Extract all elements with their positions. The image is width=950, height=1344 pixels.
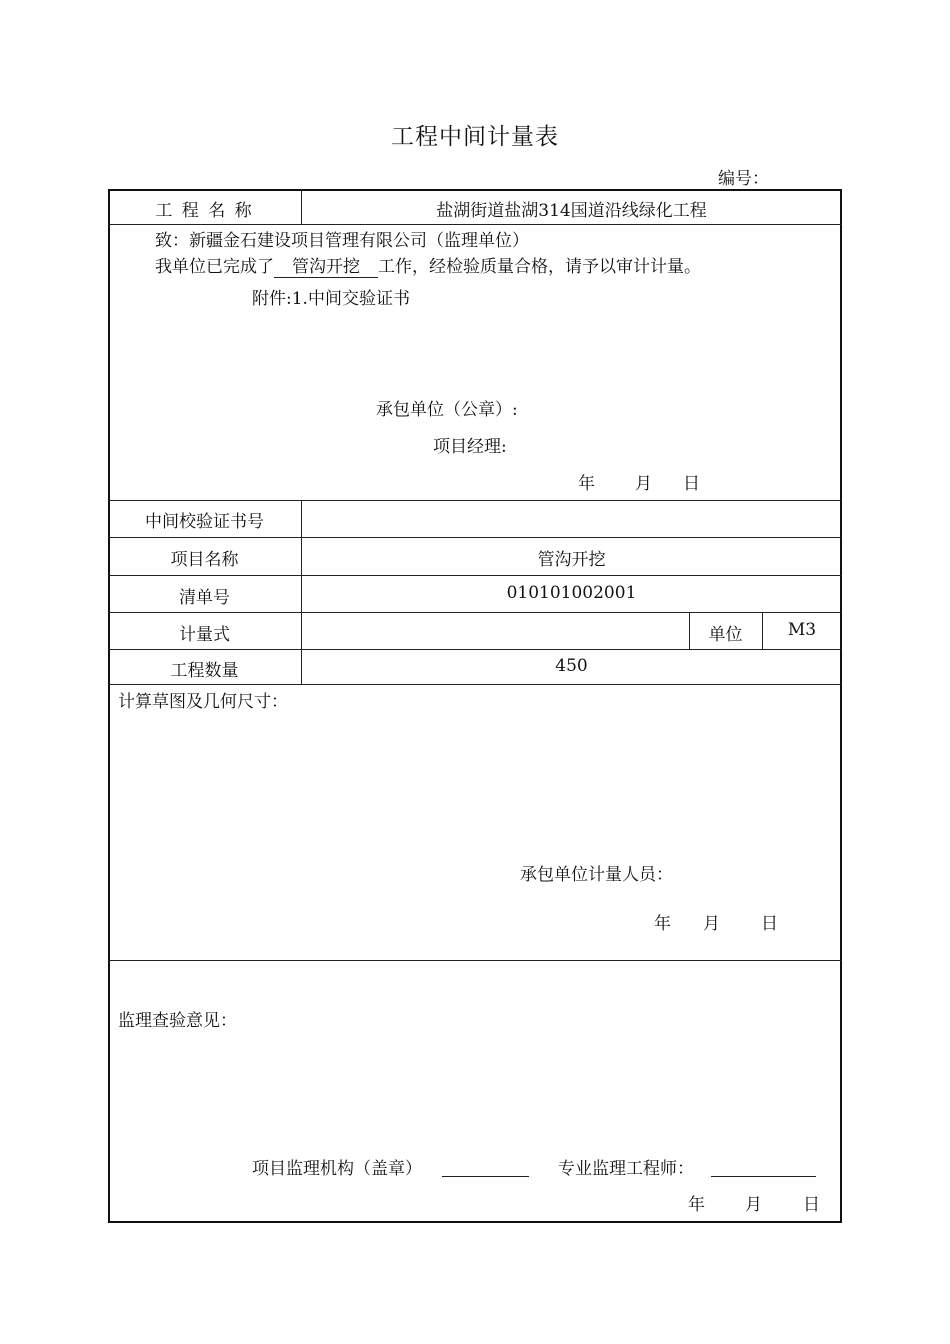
unit-label: 单位 — [708, 625, 743, 645]
item-name-value: 管沟开挖 — [537, 550, 606, 570]
divider — [108, 537, 842, 538]
notice-date-year: 年 — [578, 474, 595, 494]
notice-complete-line — [155, 252, 701, 278]
list-number-value: 010101002001 — [506, 583, 637, 603]
measurer-label: 承包单位计量人员： — [520, 865, 673, 885]
list-number-label: 清单号 — [179, 588, 230, 608]
notice-attachment: 附件:1.中间交验证书 — [252, 289, 410, 309]
sketch-label: 计算草图及几何尺寸： — [118, 692, 288, 712]
project-manager-label: 项目经理: — [433, 437, 507, 457]
divider — [108, 224, 842, 225]
quantity-value: 450 — [555, 656, 588, 676]
supervision-date-year: 年 — [688, 1195, 705, 1215]
page-title: 工程中间计量表 — [391, 124, 559, 150]
quantity-label: 工程数量 — [170, 661, 239, 681]
divider — [108, 960, 842, 961]
cert-number-label: 中间校验证书号 — [145, 512, 264, 532]
sketch-date-month: 月 — [703, 914, 720, 934]
divider — [108, 649, 842, 650]
notice-complete-prefix: 我单位已完成了 — [155, 257, 274, 277]
supervision-engineer-label: 专业监理工程师： — [558, 1159, 694, 1179]
divider — [108, 612, 842, 613]
divider — [108, 575, 842, 576]
supervision-org-signature-line — [442, 1176, 529, 1177]
supervision-opinion-label: 监理查验意见： — [118, 1011, 237, 1031]
supervision-org-label: 项目监理机构（盖章） — [252, 1159, 422, 1179]
item-name-label: 项目名称 — [170, 550, 239, 570]
project-name-value: 盐湖街道盐湖314国道沿线绿化工程 — [436, 201, 707, 221]
formula-label: 计量式 — [179, 625, 230, 645]
contractor-seal-label: 承包单位（公章）: — [376, 400, 518, 420]
sketch-date-year: 年 — [654, 914, 671, 934]
notice-complete-work: 管沟开挖 — [274, 258, 378, 278]
supervision-date-day: 日 — [803, 1195, 820, 1215]
notice-complete-suffix: 工作，经检验质量合格，请予以审计计量。 — [378, 257, 701, 277]
supervision-engineer-signature-line — [711, 1176, 816, 1177]
divider — [108, 684, 842, 685]
unit-value: M3 — [787, 620, 817, 640]
serial-number-label: 编号： — [718, 169, 769, 189]
notice-date-day: 日 — [683, 474, 700, 494]
project-name-label: 工 程 名 称 — [155, 201, 254, 221]
sketch-date-day: 日 — [761, 914, 778, 934]
supervision-date-month: 月 — [745, 1195, 762, 1215]
notice-date-month: 月 — [635, 474, 652, 494]
notice-to-line: 致：新疆金石建设项目管理有限公司（监理单位） — [155, 231, 529, 251]
divider — [108, 500, 842, 501]
